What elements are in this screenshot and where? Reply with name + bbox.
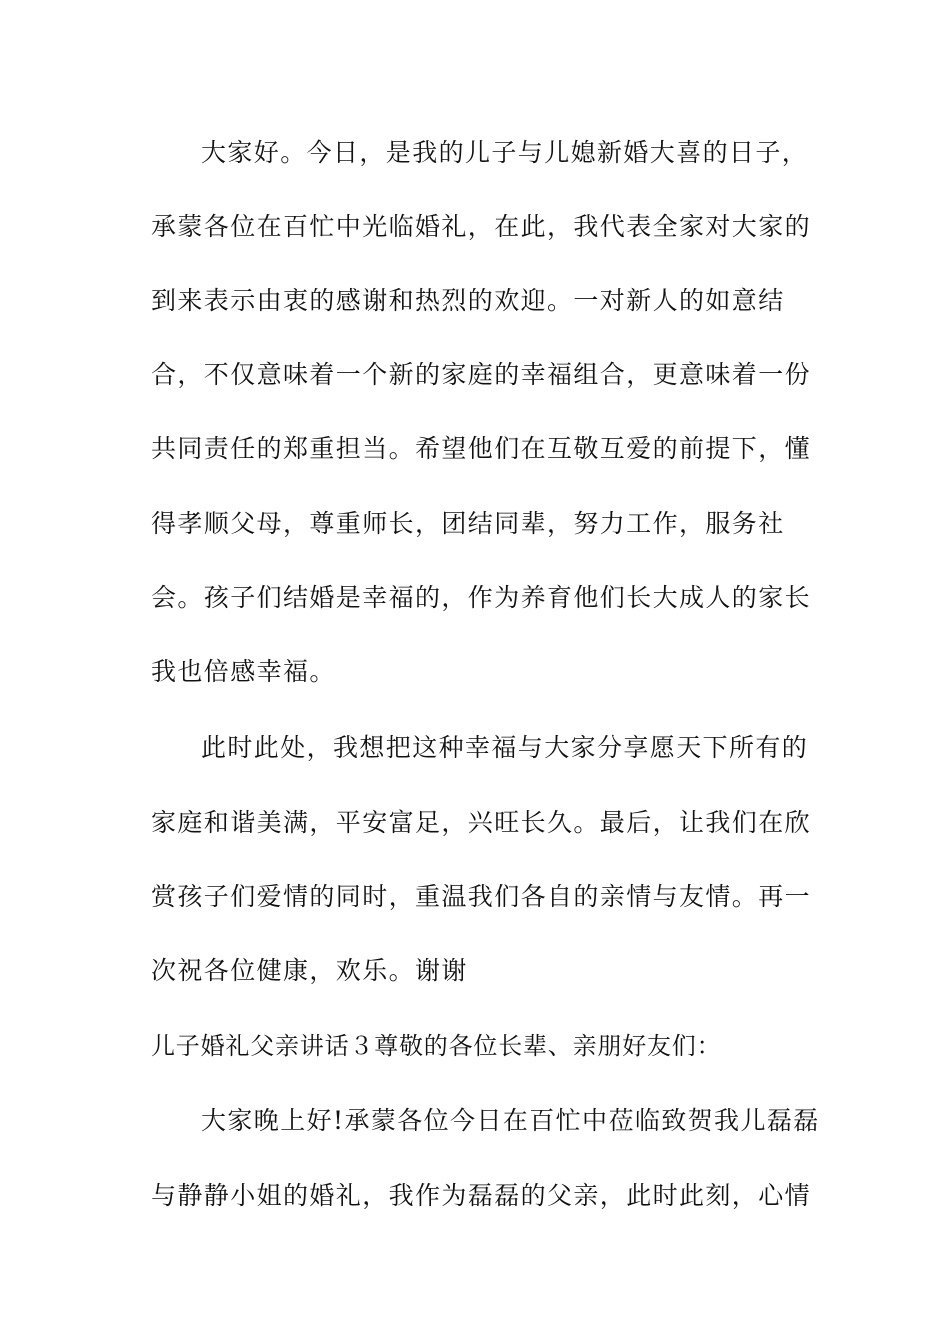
paragraph-1-line-2: 承蒙各位在百忙中光临婚礼，在此，我代表全家对大家的: [151, 212, 812, 241]
paragraph-1-line-6: 得孝顺父母，尊重师长，团结同辈，努力工作，服务社: [151, 509, 785, 538]
paragraph-3-line-2: 与静静小姐的婚礼，我作为磊磊的父亲，此时此刻，心情: [151, 1181, 812, 1210]
paragraph-1-line-8: 我也倍感幸福。: [151, 657, 336, 686]
paragraph-2-line-1: 此时此处，我想把这种幸福与大家分享愿天下所有的: [201, 733, 809, 762]
paragraph-3-line-1: 大家晚上好!承蒙各位今日在百忙中莅临致贺我儿磊磊: [201, 1106, 820, 1135]
paragraph-1-line-7: 会。孩子们结婚是幸福的，作为养育他们长大成人的家长: [151, 583, 812, 612]
paragraph-1-line-3: 到来表示由衷的感谢和热烈的欢迎。一对新人的如意结: [151, 286, 785, 315]
section-heading-line: 儿子婚礼父亲讲话３尊敬的各位长辈、亲朋好友们：: [151, 1032, 722, 1060]
paragraph-1-line-1: 大家好。今日，是我的儿子与儿媳新婚大喜的日子，: [201, 138, 809, 167]
paragraph-1-line-5: 共同责任的郑重担当。希望他们在互敬互爱的前提下，懂: [151, 434, 812, 463]
paragraph-2-line-2: 家庭和谐美满，平安富足，兴旺长久。最后，让我们在欣: [151, 808, 812, 837]
paragraph-2-line-4: 次祝各位健康，欢乐。谢谢: [151, 956, 468, 985]
paragraph-2-line-3: 赏孩子们爱情的同时，重温我们各自的亲情与友情。再一: [151, 882, 812, 911]
paragraph-1-line-4: 合，不仅意味着一个新的家庭的幸福组合，更意味着一份: [151, 360, 812, 389]
